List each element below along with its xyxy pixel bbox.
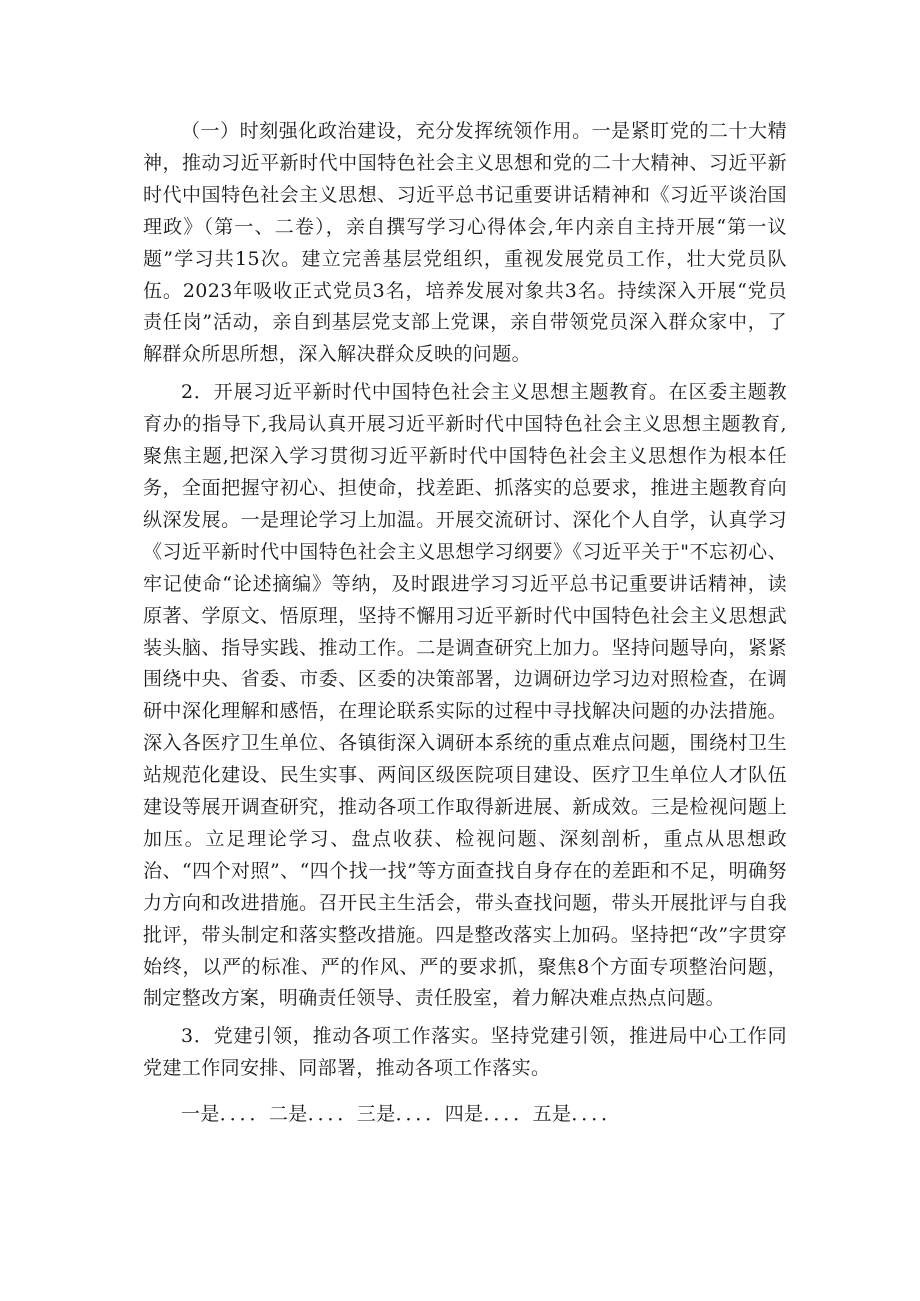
paragraph-party-building-lead: 3．党建引领，推动各项工作落实。坚持党建引领，推进局中心工作同党建工作同安排、同部署，推动各项工作落实。 xyxy=(143,1025,787,1080)
paragraph-item-list: 一是．．．．二是．．．．三是．．．．四是．．．．五是．．．． xyxy=(181,1103,621,1126)
document-body xyxy=(143,116,787,1131)
paragraph-political-construction: （一）时刻强化政治建设，充分发挥统领作用。一是紧盯党的二十大精神，推动习近平新时代中国特色社会主义思想和党的二十大精神、习近平新时代中国特色社会主义思想、习近平总书记重要讲话精神和《习近平谈治国理政》（第一、二卷），亲自撰写学习心得体会,年内亲自主持开展“第一议题”学习共15次。建立完善基层党组织，重视发展党员工作，壮大党员队伍。2023年吸收正式党员3名，培养发展对象共3名。持续深入开展“党员责任岗”活动，亲自到基层党支部上党课，亲自带领党员深入群众家中，了解群众所思所想，深入解决群众反映的问题。 xyxy=(143,120,787,366)
paragraph-theme-education: 2．开展习近平新时代中国特色社会主义思想主题教育。在区委主题教育办的指导下,我局认真开展习近平新时代中国特色社会主义思想主题教育,聚焦主题,把深入学习贯彻习近平新时代中国特色社会主义思想作为根本任务，全面把握守初心、担使命，找差距、抓落实的总要求，推进主题教育向纵深发展。一是理论学习上加温。开展交流研讨、深化个人自学，认真学习《习近平新时代中国特色社会主义思想学习纲要》《习近平关于"不忘初心、牢记使命“论述摘编》等纳，及时跟进学习习近平总书记重要讲话精神，读原著、学原文、悟原理，坚持不懈用习近平新时代中国特色社会主义思想武装头脑、指导实践、推动工作。二是调查研究上加力。坚持问题导向，紧紧围绕中央、省委、市委、区委的决策部署，边调研边学习边对照检查，在调研中深化理解和感悟，在理论联系实际的过程中寻找解决问题的办法措施。深入各医疗卫生单位、各镇街深入调研本系统的重点难点问题，围绕村卫生站规范化建设、民生实事、两间区级医院项目建设、医疗卫生单位人才队伍建设等展开调查研究，推动各项工作取得新进展、新成效。三是检视问题上加压。立足理论学习、盘点收获、检视问题、深刻剖析，重点从思想政治、“四个对照”、“四个找一找”等方面查找自身存在的差距和不足，明确努力方向和改进措施。召开民主生活会，带头查找问题，带头开展批评与自我批评，带头制定和落实整改措施。四是整改落实上加码。坚持把“改”字贯穿始终，以严的标准、严的作风、严的要求抓，聚焦8个方面专项整治问题，制定整改方案，明确责任领导、责任股室，着力解决难点热点问题。 xyxy=(143,381,787,1010)
